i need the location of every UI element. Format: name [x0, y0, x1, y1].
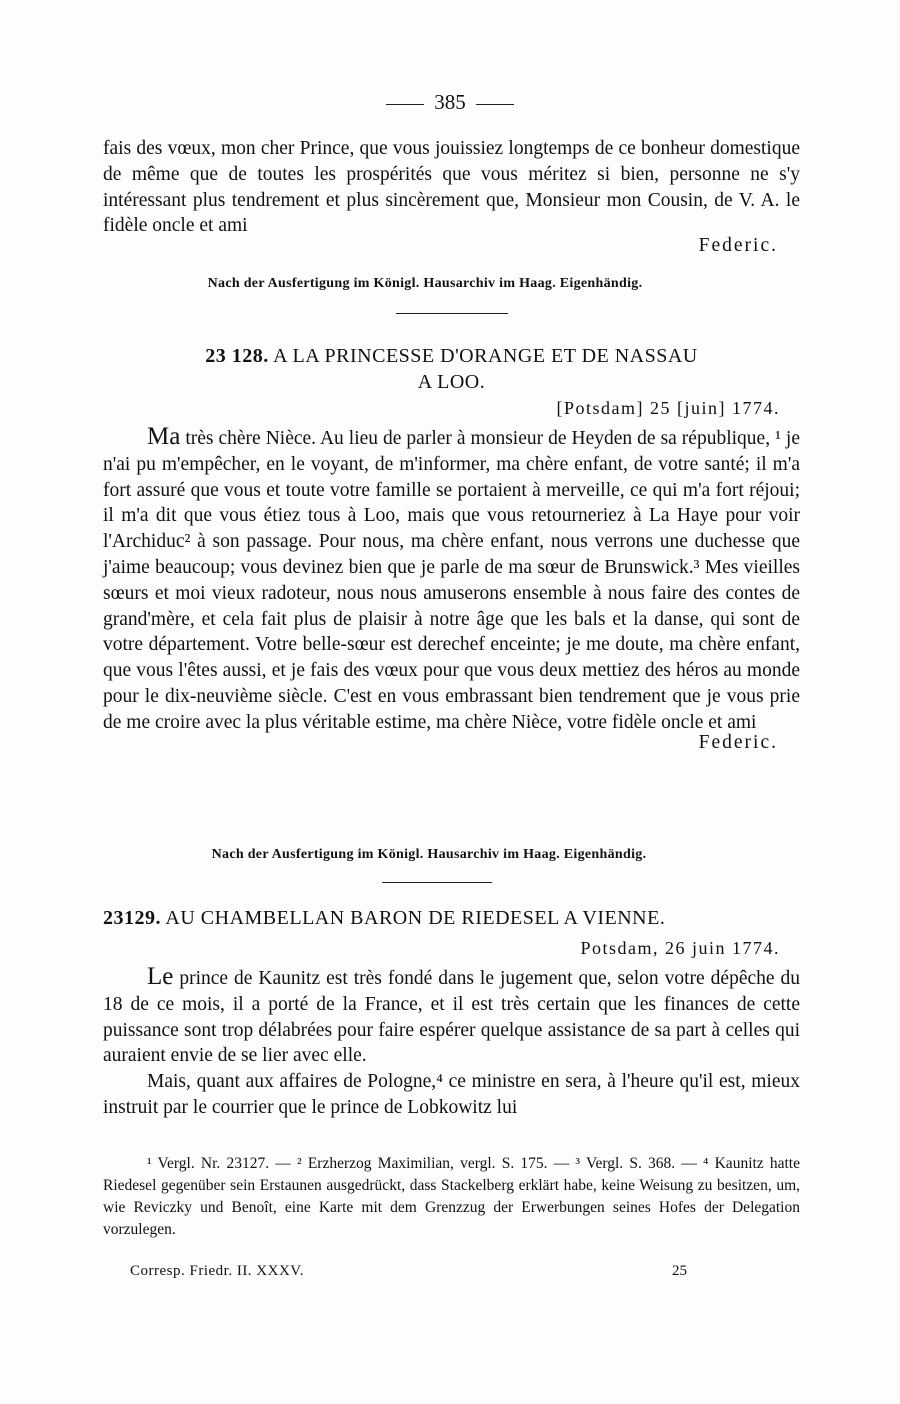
signature-mark: 25 — [672, 1263, 687, 1279]
letter-paragraph — [103, 424, 800, 736]
letter-heading — [103, 343, 800, 395]
header-dash-right — [476, 104, 514, 105]
header-dash-left — [386, 104, 424, 105]
footnote-text: ¹ Vergl. Nr. 23127. — ² Erzherzog Maximilian, vergl. S. 175. — ³ Vergl. S. 368. — ⁴ Kaunitz hatte Riedesel gegenüber sein Erstaunen ausgedrückt, dass Stackelberg erklärt habe, keine Weisung zu besitzen, um, wie Reviczky und Benoît, eine Karte mit dem Grenzzug der Erwerbungen seines Hofes der Delegation vorzulegen. — [103, 1155, 800, 1238]
letter-date: Potsdam, 26 juin 1774. — [580, 938, 780, 958]
letter-continuation — [103, 136, 800, 259]
separator-rule — [382, 882, 492, 883]
continuation-paragraph: fais des vœux, mon cher Prince, que vous jouissiez longtemps de ce bonheur domestique de même que de toutes les prospérités que vous méritez si bien, personne ne s'y intéressant plus tendrement et plus sincèrement que, Monsieur mon Cousin, de V. A. le fidèle oncle et ami — [103, 138, 800, 237]
letter-text: prince de Kaunitz est très fondé dans le jugement que, selon votre dépêche du 18 de ce mois, il a porté de la France, et il est très certain que les finances de cette puissance sont trop délabrées pour faire espérer quelque assistance de sa part à celles qui auraient envie de se lier avec elle. — [103, 968, 800, 1067]
page-number: 385 — [434, 90, 466, 114]
separator-rule — [396, 313, 508, 314]
letter-title-line2: A LOO. — [417, 371, 486, 393]
letter-number: 23129. — [103, 907, 161, 929]
letter-title: AU CHAMBELLAN BARON DE RIEDESEL A VIENNE. — [165, 907, 666, 929]
signature: Federic. — [698, 235, 778, 257]
letter-text: très chère Nièce. Au lieu de parler à monsieur de Heyden de sa république, ¹ je n'ai pu m'empêcher, en le voyant, de m'informer, ma chère enfant, de votre santé; il m'a fort assuré que vous et toute votre famille se portaient à merveille, ce qui m'a fort réjoui; il m'a dit que vous étiez tous à Loo, mais que vous retourneriez à La Haye pour voir l'Archiduc² à son passage. Pour nous, ma chère enfant, nous verrons une duchesse que j'aime beaucoup; vous devinez bien que je parle de ma sœur de Brunswick.³ Mes vieilles sœurs et moi vieux radoteur, nous nous amuserons ensemble à nous faire des contes de grand'mère, et cela fait plus de plaisir à notre âge que les bals et la danse, qui sont de votre département. Votre belle-sœur est derechef enceinte; je me doute, ma chère enfant, que vous l'êtes aussi, et je fais des vœux pour que vous deux mettiez des héros au monde pour le dix-neuvième siècle. C'est en vous embrassant bien tendrement que je vous prie de me croire avec la plus véritable estime, ma chère Nièce, votre fidèle oncle et ami — [103, 428, 800, 733]
letter-title: A LA PRINCESSE D'ORANGE ET DE NASSAU — [273, 345, 698, 367]
letter-body — [103, 964, 800, 1121]
page-header — [0, 90, 900, 115]
letter-number: 23 128. — [205, 345, 269, 367]
letter-paragraph: Mais, quant aux affaires de Pologne,⁴ ce ministre en sera, à l'heure qu'il est, mieux instruit par le courrier que le prince de Lobkowitz lui — [103, 1071, 800, 1118]
opening-word: Ma — [147, 423, 181, 450]
footnotes — [103, 1153, 800, 1241]
source-note: Nach der Ausfertigung im Königl. Hausarchiv im Haag. Eigenhändig. — [211, 847, 647, 862]
letter-body — [103, 424, 800, 755]
opening-word: Le — [147, 963, 174, 990]
source-note: Nach der Ausfertigung im Königl. Hausarchiv im Haag. Eigenhändig. — [207, 276, 643, 291]
signature: Federic. — [698, 731, 778, 753]
letter-date: [Potsdam] 25 [juin] 1774. — [556, 398, 780, 418]
letter-paragraph — [103, 964, 800, 1069]
letter-heading — [103, 905, 800, 931]
series-line: Corresp. Friedr. II. XXXV. — [130, 1263, 304, 1279]
